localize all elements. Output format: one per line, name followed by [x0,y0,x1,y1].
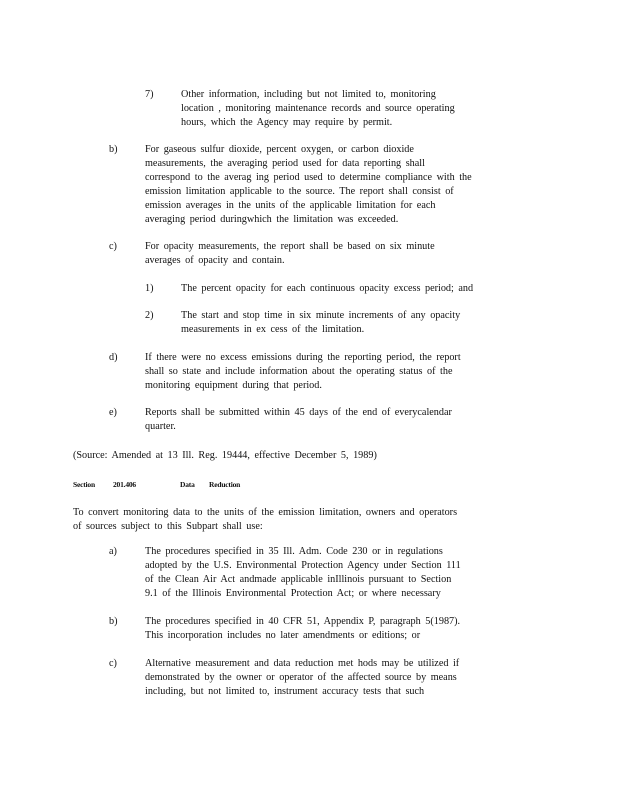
text-line: The procedures specified in 35 Ill. Adm. Code 230 or in regulations [145,546,443,557]
text-line: For gaseous sulfur dioxide, percent oxygen, or carbon dioxide [145,144,414,155]
text-line: The start and stop time in six minute increments of any opacity [181,310,461,321]
item-c1-marker: 1) [145,283,154,294]
item-d-text [145,351,461,393]
text-line: location , monitoring maintenance records and source operating [181,103,455,114]
text-line: measurements in ex cess of the limitation. [181,324,365,335]
text-line: including, but not limited to, instrument accuracy tests that such [145,686,425,697]
section-label: Section [73,480,95,489]
item-a2-marker: a) [109,546,117,557]
text-line: Other information, including but not limited to, monitoring [181,89,436,100]
text-line: of sources subject to this Subpart shall use: [73,521,263,532]
section-title-2: Reduction [209,480,241,489]
text-line: emission limitation applicable to the source. The report shall consist of [145,186,454,197]
item-b-marker: b) [109,144,118,155]
item-c1-text [181,282,473,296]
text-line: Reports shall be submitted within 45 days of the end of everycalendar [145,407,452,418]
text-line: demonstrated by the owner or operator of the affected source by means [145,672,457,683]
text-line: The percent opacity for each continuous opacity excess period; and [181,283,474,294]
item-7-text [181,88,455,130]
item-c-text [145,240,435,268]
source-note: (Source: Amended at 13 Ill. Reg. 19444, effective December 5, 1989) [73,450,377,461]
text-line: averaging period duringwhich the limitation was exceeded. [145,214,399,225]
text-line: 9.1 of the Illinois Environmental Protection Act; or where necessary [145,588,441,599]
intro-paragraph [73,506,457,534]
text-line: To convert monitoring data to the units of the emission limitation, owners and operators [73,507,458,518]
text-line: Alternative measurement and data reduction met hods may be utilized if [145,658,460,669]
item-c3-marker: c) [109,658,117,669]
item-b-text [145,143,472,227]
item-e-marker: e) [109,407,117,418]
text-line: correspond to the averag ing period used to determine compliance with the [145,172,472,183]
text-line: measurements, the averaging period used for data reporting shall [145,158,425,169]
text-line: emission averages in the units of the applicable limitation for each [145,200,436,211]
section-number: 201.406 [113,480,136,489]
text-line: monitoring equipment during that period. [145,380,322,391]
item-a2-text [145,545,461,601]
text-line: quarter. [145,421,176,432]
item-c2-marker: 2) [145,310,154,321]
item-c2-text [181,309,460,337]
item-b2-text [145,615,460,643]
text-line: For opacity measurements, the report shall be based on six minute [145,241,435,252]
text-line: This incorporation includes no later amendments or editions; or [145,630,421,641]
item-b2-marker: b) [109,616,118,627]
item-7-marker: 7) [145,89,154,100]
text-line: of the Clean Air Act andmade applicable inIllinois pursuant to Section [145,574,452,585]
item-c-marker: c) [109,241,117,252]
item-d-marker: d) [109,352,118,363]
section-title: Data [180,480,195,489]
text-line: If there were no excess emissions during the reporting period, the report [145,352,461,363]
text-line: shall so state and include information about the operating status of the [145,366,453,377]
text-line: adopted by the U.S. Environmental Protection Agency under Section 111 [145,560,461,571]
text-line: The procedures specified in 40 CFR 51, Appendix P, paragraph 5(1987). [145,616,461,627]
text-line: hours, which the Agency may require by permit. [181,117,393,128]
text-line: averages of opacity and contain. [145,255,285,266]
item-e-text [145,406,452,434]
item-c3-text [145,657,459,699]
